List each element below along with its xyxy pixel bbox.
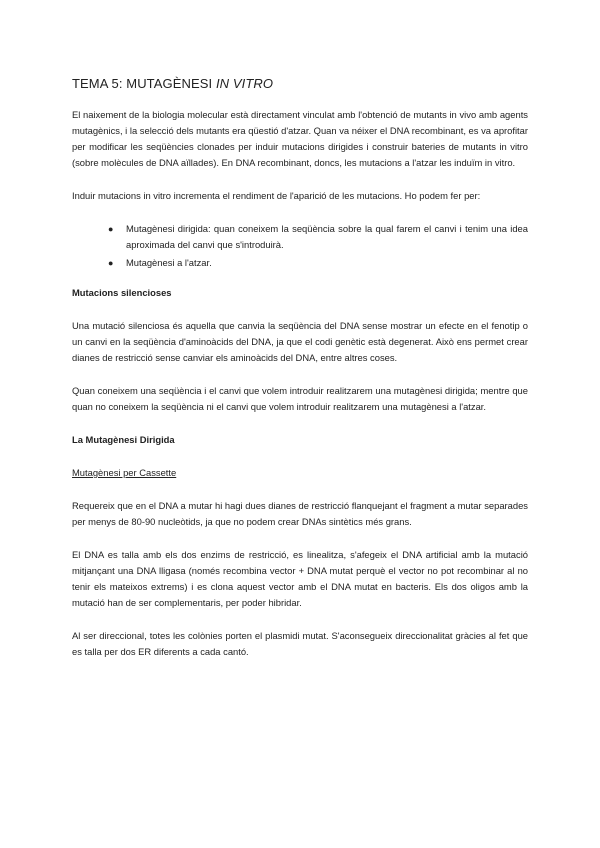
page-title [72, 76, 528, 91]
paragraph-direccional: Al ser direccional, totes les colònies porten el plasmidi mutat. S'aconsegueix direccionalitat gràcies al fet que es talla per dos ER diferents a cada cantó. [72, 630, 528, 657]
paragraph-silenciosa: Una mutació silenciosa és aquella que canvia la seqüència del DNA sense mostrar un efecte en el fenotip o un canvi en la seqüència d'aminoàcids del DNA, ja que el codi genètic està degenerat. Això ens permet crear dianes de restricció sense canviar els aminoàcids del DNA, entre altres coses. [72, 320, 528, 363]
list-item-text: Mutagènesi a l'atzar. [126, 257, 212, 268]
paragraph-coneixem: Quan coneixem una seqüència i el canvi que volem introduir realitzarem una mutagènesi dirigida; mentre que quan no coneixem la seqüència ni el canvi que volem introduir realitzarem una mutagènesi a l'atzar. [72, 385, 528, 412]
paragraph-induir: Induir mutacions in vitro incrementa el rendiment de l'aparició de les mutacions. Ho podem fer per: [72, 190, 481, 201]
list-item [108, 255, 528, 271]
paragraph-intro: El naixement de la biologia molecular està directament vinculat amb l'obtenció de mutants in vivo amb agents mutagènics, i la selecció dels mutants era qüestió d'atzar. Quan va néixer el DNA recombinant, es va aprofitar per modificar les seqüències clonades per induir mutacions dirigides i construir bateries de mutants in vitro (sobre molècules de DNA aïllades). En DNA recombinant, doncs, les mutacions a l'atzar les induïm in vitro. [72, 109, 528, 168]
heading-mutacions-silencioses: Mutacions silencioses [72, 287, 172, 298]
paragraph-talla: El DNA es talla amb els dos enzims de restricció, es linealitza, s'afegeix el DNA artificial amb la mutació mitjançant una DNA lligasa (només recombina vector + DNA mutat perquè el vector no pot recombinar al no tenir els mateixos extrems) i es clona aquest vector amb el DNA mutat en bacteris. Els dos oligos amb la mutació han de ser complementaris, per poder hibridar. [72, 549, 528, 608]
paragraph-requereix: Requereix que en el DNA a mutar hi hagi dues dianes de restricció flanquejant el fragment a mutar separades per menys de 80-90 nucleòtids, ja que no podem crear DNAs sintètics més grans. [72, 500, 528, 527]
bullet-icon: ● [108, 258, 114, 268]
title-italic: IN VITRO [215, 76, 274, 91]
title-prefix: TEMA 5: MUTAGÈNESI [72, 76, 216, 91]
bullet-list [72, 221, 528, 271]
heading-mutagenesi-dirigida: La Mutagènesi Dirigida [72, 434, 175, 445]
heading-per-cassette: Mutagènesi per Cassette [72, 467, 177, 478]
bullet-icon: ● [108, 224, 114, 234]
list-item [108, 221, 528, 253]
list-item-text: Mutagènesi dirigida: quan coneixem la seqüència sobre la qual farem el canvi i tenim una idea aproximada del canvi que s'introduirà. [126, 223, 528, 250]
